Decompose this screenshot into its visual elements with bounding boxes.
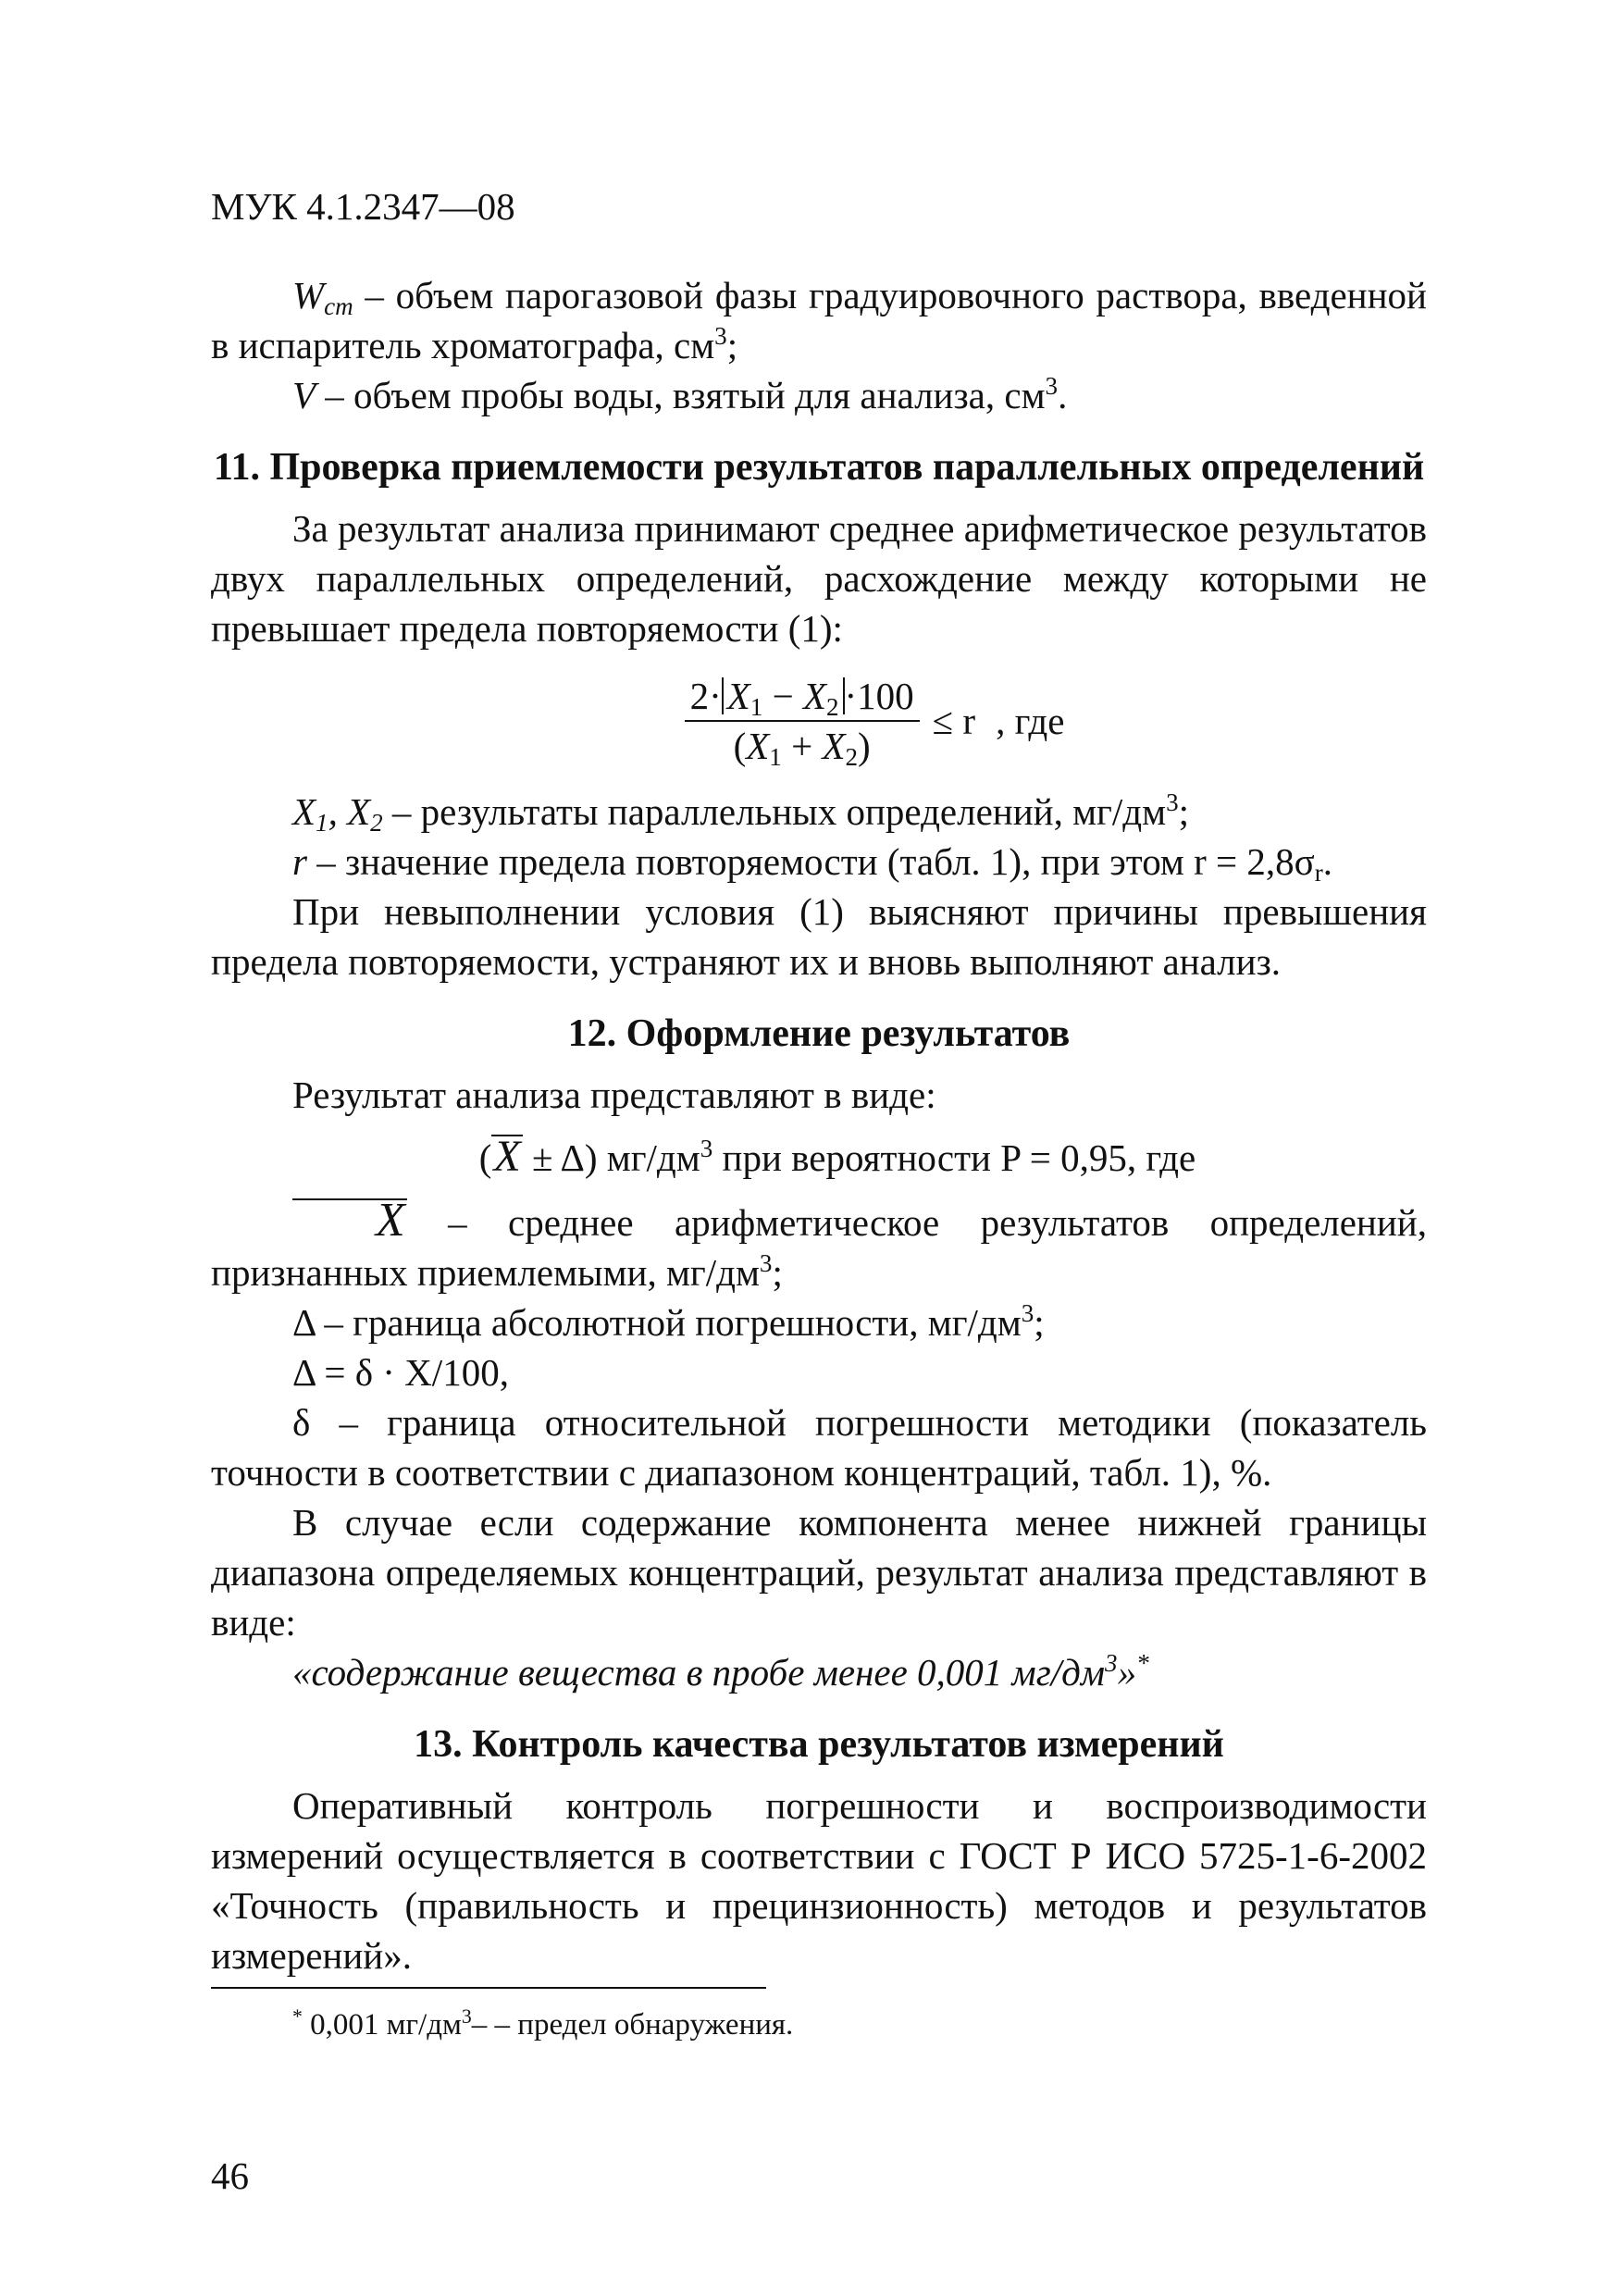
footnote-ref: * <box>1136 1649 1149 1678</box>
absolute-value: $X_1 - X_2$ <box>722 677 845 714</box>
result-formula: (X ± Δ) $мг/дм^3$ при вероятности P = 0,95, где <box>478 1132 1196 1181</box>
repeatability-formula <box>211 672 1427 770</box>
symbol-w-sub: ст <box>324 292 353 320</box>
definition-delta-formula: Δ = δ · X/100, <box>292 1351 509 1394</box>
definition-wst-sup: 3 <box>714 322 727 351</box>
formula-numerator: $2\cdot X_1 - X_2 \cdot 100$ <box>689 675 914 721</box>
definition-x1-x2: $X_1$, $X_2$ – результаты параллельных определений, $мг/дм^3$; <box>292 788 1189 837</box>
symbol-v: V <box>292 374 316 416</box>
definition-wst-text: – объем парогазовой фазы градуировочного раствора, введенной в испаритель хроматографа, см <box>211 274 1427 366</box>
definition-r: r – значение предела повторяемости (табл. 1), при этом $r = 2,8\sigma_r$. <box>292 840 1332 887</box>
section-13-heading: 13. Контроль качества результатов измерений <box>414 1723 1224 1766</box>
definition-delta: Δ – граница абсолютной погрешности, $мг/дм^3$; <box>292 1299 1045 1344</box>
running-header: МУК 4.1.2347—08 <box>211 185 515 228</box>
footnote-mark: * <box>292 2005 303 2029</box>
formula-fraction <box>685 672 920 770</box>
definition-v-text: – объем пробы воды, взятый для анализа, см <box>316 374 1046 416</box>
definition-wst: $W_{ст}$ – объем парогазовой фазы градуировочного раствора, введенной в испаритель хроматографа, $см^3$; <box>211 274 1427 366</box>
formula-denominator: $(X_1 + X_2)$ <box>733 725 871 771</box>
definition-x-bar: X – среднее арифметическое результатов определений, признанных приемлемыми, $мг/дм^3$; <box>211 1194 1427 1294</box>
formula-rhs: ≤ r <box>932 700 976 742</box>
section-11-note: При невыполнении условия (1) выясняют причины превышения предела повторяемости, устраняют их и вновь выполняют анализ. <box>211 890 1427 983</box>
formula-where: , где <box>996 700 1065 742</box>
low-concentration-quote: «содержание вещества в пробе менее 0,001 $мг/дм^3»^*$ <box>292 1649 1149 1694</box>
section-12-intro: Результат анализа представляют в виде: <box>292 1074 936 1116</box>
definition-delta-relative: δ – граница относительной погрешности методики (показатель точности в соответствии с диапазоном концентраций, табл. 1), %. <box>211 1401 1427 1494</box>
page-body <box>211 270 1427 1980</box>
definition-v: V – объем пробы воды, взятый для анализа, $см^3$. <box>292 372 1068 416</box>
x-bar-symbol: X <box>493 1132 521 1181</box>
low-concentration-note: В случае если содержание компонента менее нижней границы диапазона определяемых концентраций, результат анализа представляют в виде: <box>211 1501 1427 1644</box>
page-number: 46 <box>211 2154 249 2197</box>
symbol-w: W <box>292 274 325 316</box>
footnote: * 0,001 $мг/дм^3-$ – предел обнаружения. <box>292 2005 794 2042</box>
section-11-intro: За результат анализа принимают среднее арифметическое результатов двух параллельных определений, расхождение между которыми не превышает предела повторяемости (1): <box>211 507 1427 650</box>
x-bar-symbol-def: X <box>292 1198 407 1241</box>
footnote-rule <box>211 1987 766 1989</box>
section-12-heading: 12. Оформление результатов <box>567 1012 1071 1055</box>
section-11-heading: 11. Проверка приемлемости результатов параллельных определений <box>213 446 1425 489</box>
section-13-text: Оперативный контроль погрешности и воспроизводимости измерений осуществляется в соответствии с ГОСТ Р ИСО 5725-1-6-2002 «Точность (правильность и прецинзионность) методов и результатов измерений». <box>211 1784 1427 1977</box>
